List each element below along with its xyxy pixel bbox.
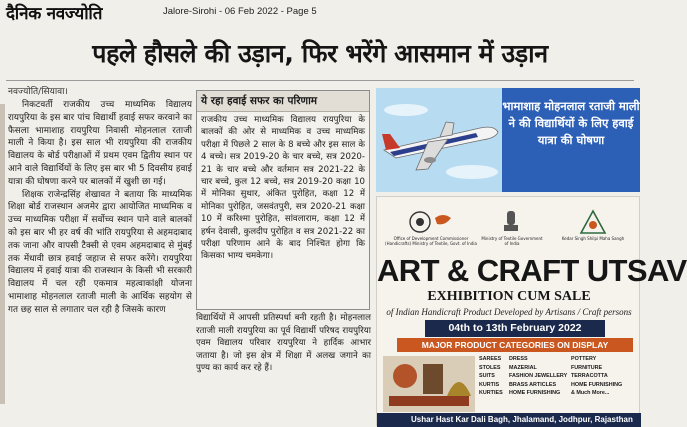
article-paragraph: शिक्षक राजेन्द्रसिंह शेखावत ने बताया कि माध्यमिक शिक्षा बोर्ड राजस्थान अजमेर द्वारा आयोजित माध्यमिक व उच्च माध्यमिक परीक्षा में सर्वोच्च स्थान पाने वाले बालकों को इस बार भी हर वर्ष की भांति रायपुरिया से अहमदाबाद तक जाना और वापसी टैक्सी से एवम अहमदाबाद से मुंबई तक मेंधावी छात्र हवाई जहाज से सफर करेंगे। रायपुरिया विद्यालय में हवाई यात्रा की राजस्थान के किसी भी सरकारी विद्यालय में चल रही एकमात्र महत्वाकांक्षी योजना भामाशाह मोहनलाल रताजी माली के आर्थिक सहयोग से गत छह साल से लगातार चल रही है जिसके कारण xyxy=(8,189,192,315)
results-box xyxy=(196,90,370,310)
product-item: STOLES xyxy=(479,364,501,371)
ad-categories-heading: MAJOR PRODUCT CATEGORIES ON DISPLAY xyxy=(397,338,633,352)
product-row xyxy=(479,365,639,374)
edition-line: Jalore-Sirohi - 06 Feb 2022 - Page 5 xyxy=(163,6,317,17)
masthead xyxy=(0,0,640,22)
article-continuation xyxy=(196,312,371,404)
ad-tagline: of Indian Handicraft Product Developed by Artisans / Craft persons xyxy=(386,307,632,317)
ad-footer-venue: Ushar Hast Kar Dali Bagh, Jhalamand, Jodhpur, Rajasthan xyxy=(377,413,641,427)
results-box-heading: ये रहा हवाई सफर का परिणाम xyxy=(197,91,369,112)
dateline: नवज्योति/सियावा। xyxy=(8,87,68,97)
continuation-paragraph: विद्यार्थियों में आपसी प्रतिस्पर्धा बनी रहती है। मोहनलाल रताजी माली रायपुरिया का पूर्व विद्यार्थी परिषद रायपुरिया एवम विद्यालय परिवार रायपुरिया ने हार्दिक आभार जताया है। जो इस क्षेत्र में शिक्षा में अलख जगाने का पुण्य का कार्य कर रहे हैं। xyxy=(196,313,371,374)
product-row xyxy=(479,356,639,365)
logo-label: Kedar Singh Shilpi Maha Sangh xyxy=(561,236,625,241)
left-edge-strip xyxy=(0,104,5,404)
product-item: TERRACOTTA xyxy=(571,373,608,379)
product-item: MAZERIAL xyxy=(509,364,537,371)
product-item: SAREES xyxy=(479,356,502,362)
product-item: KURTIES xyxy=(479,390,503,396)
product-item: SUITS xyxy=(479,373,495,379)
product-item: DRESS xyxy=(509,356,528,362)
handicrafts-logo-icon xyxy=(407,209,457,235)
airplane-photo xyxy=(376,88,640,192)
product-row xyxy=(479,373,639,382)
logo-label: Ministry of Textile Government of India xyxy=(481,236,543,246)
ad-dates: 04th to 13th February 2022 xyxy=(425,320,605,337)
newspaper-name: दैनिक नवज्योति xyxy=(6,4,103,24)
results-box-body: राजकीय उच्च माध्यमिक विद्यालय रायपुरिया के बालकों की ओर से माध्यमिक व उच्च माध्यमिक परीक्षा में पिछले 2 साल के 8 बच्चे और इस साल के 4 बच्चे। सत्र 2019-20 के चार बच्चे, सत्र 2020-21 के चार बच्चे और वर्तमान सत्र 2021-22 के चार बच्चे, कुल 12 बच्चे, सत्र 2019-20 कक्षा 10 में मोनिका सुथार, अंकित पुरोहित, कक्षा 12 में मोनिका पुरोहित, जसवंतपुरी, सत्र 2020-21 कक्षा 10 में करिश्मा पुरोहित, सांवलाराम, कक्षा 12 में हर्षन देवासी, कुलदीप पुरोहित व सत्र 2021-22 का परीक्षा परिणाम आने के बाद निश्चित होगा कि किसका भाग्य चमकेगा। xyxy=(201,115,365,262)
logo-label: Office of Development Commissioner (Handicrafts) Ministry of Textile, Govt. of India xyxy=(385,236,477,246)
product-list xyxy=(479,356,639,399)
ad-title: ART & CRAFT UTSAV xyxy=(377,253,687,288)
handicraft-photo-icon xyxy=(383,356,475,412)
advertisement xyxy=(376,196,687,426)
product-item: POTTERY xyxy=(571,356,597,362)
ad-subtitle: EXHIBITION CUM SALE xyxy=(427,289,591,304)
product-item: HOME FURNISHING xyxy=(571,381,623,388)
product-item: & Much More... xyxy=(571,390,610,396)
product-item: BRASS ARTICLES xyxy=(509,381,557,388)
product-row xyxy=(479,382,639,391)
main-headline: पहले हौसले की उड़ान, फिर भरेंगे आसमान में उड़ान xyxy=(92,39,548,68)
association-logo-icon xyxy=(579,209,607,235)
photo-caption: भामाशाह मोहनलाल रताजी माली ने की विद्यार्थियों के लिए हवाई यात्रा की घोषणा xyxy=(502,88,640,192)
product-row xyxy=(479,390,639,399)
article-left-column xyxy=(8,84,192,426)
product-item: HOME FURNISHING xyxy=(509,390,561,396)
divider-rule xyxy=(6,80,634,81)
product-item: FURNITURE xyxy=(571,364,603,371)
product-item: KURTIS xyxy=(479,381,500,388)
article-paragraph: निकटवर्ती राजकीय उच्च माध्यमिक विद्यालय रायपुरिया के इस बार पांच विद्यार्थी हवाई सफर करवाने का फैसला भामाशाह रायपुरिया निवासी मोहनलाल रताजी माली ने किया है। इस साल भी रायपुरिया की राजकीय विद्यालय के बोर्ड परीक्षाओं में प्रथम एवम द्वितीय स्थान पर आने वाले विद्यार्थियों के लिए इस बार भी 5 दिवसीय हवाई यात्रा की घोषणा करने पर बालकों में खुशी छा गई। xyxy=(8,100,192,187)
emblem-icon xyxy=(501,209,521,235)
product-item: FASHION JEWELLERY xyxy=(509,373,568,379)
airplane-icon xyxy=(376,88,508,192)
sponsor-logos xyxy=(385,209,635,249)
